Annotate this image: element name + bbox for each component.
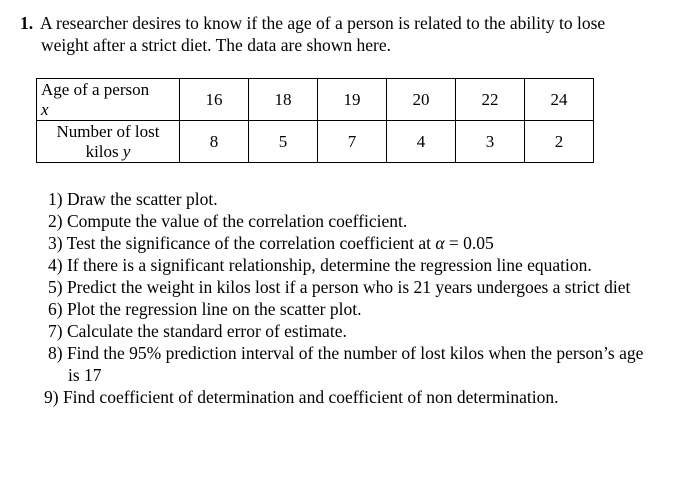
problem-statement xyxy=(20,12,690,56)
row-header-kilos-text-2: kilos xyxy=(85,142,119,161)
list-item: 5) Predict the weight in kilos lost if a person who is 21 years undergoes a strict diet xyxy=(48,277,631,297)
table-cell-y: 5 xyxy=(249,121,318,163)
table-cell-y: 7 xyxy=(318,121,387,163)
task-3-value: = 0.05 xyxy=(448,233,494,253)
list-item: 7) Calculate the standard error of estimate. xyxy=(48,321,347,341)
table-cell-x: 20 xyxy=(387,79,456,121)
row-header-age-text: Age of a person xyxy=(41,80,150,99)
list-item: 9) Find coefficient of determination and coefficient of non determination. xyxy=(44,387,559,407)
row-header-kilos-text-1: Number of lost xyxy=(56,122,160,141)
list-item xyxy=(48,342,693,386)
table-cell-y: 4 xyxy=(387,121,456,163)
list-item: 2) Compute the value of the correlation coefficient. xyxy=(48,211,408,231)
table-cell-x: 16 xyxy=(180,79,249,121)
list-item: 4) If there is a significant relationship, determine the regression line equation. xyxy=(48,255,592,275)
row-header-age xyxy=(37,79,180,121)
table-cell-x: 22 xyxy=(456,79,525,121)
table-cell-y: 8 xyxy=(180,121,249,163)
stem-text-1: A researcher desires to know if the age of a person is related to the ability to lose xyxy=(40,13,606,33)
task-list xyxy=(44,188,693,408)
task-8-line-2: is 17 xyxy=(68,365,102,385)
table-row-kilos xyxy=(37,121,594,163)
table-cell-x: 19 xyxy=(318,79,387,121)
alpha-symbol: α xyxy=(435,233,445,253)
table-cell-x: 24 xyxy=(525,79,594,121)
row-header-kilos xyxy=(37,121,180,163)
data-table xyxy=(36,78,594,163)
problem-stem-line-1 xyxy=(20,12,690,34)
task-3-text: 3) Test the significance of the correlation coefficient at xyxy=(48,233,431,253)
task-8-line-1: 8) Find the 95% prediction interval of the number of lost kilos when the person’s age xyxy=(48,343,644,363)
list-item: 6) Plot the regression line on the scatter plot. xyxy=(48,299,362,319)
table-row-age xyxy=(37,79,594,121)
stem-text-2: weight after a strict diet. The data are shown here. xyxy=(41,35,392,55)
table-cell-y: 3 xyxy=(456,121,525,163)
list-item xyxy=(48,232,693,254)
table-cell-y: 2 xyxy=(525,121,594,163)
list-item: 1) Draw the scatter plot. xyxy=(48,189,218,209)
table-cell-x: 18 xyxy=(249,79,318,121)
row-header-kilos-var: y xyxy=(122,142,131,161)
row-header-age-var: x xyxy=(41,100,49,119)
problem-number: 1. xyxy=(20,13,34,33)
